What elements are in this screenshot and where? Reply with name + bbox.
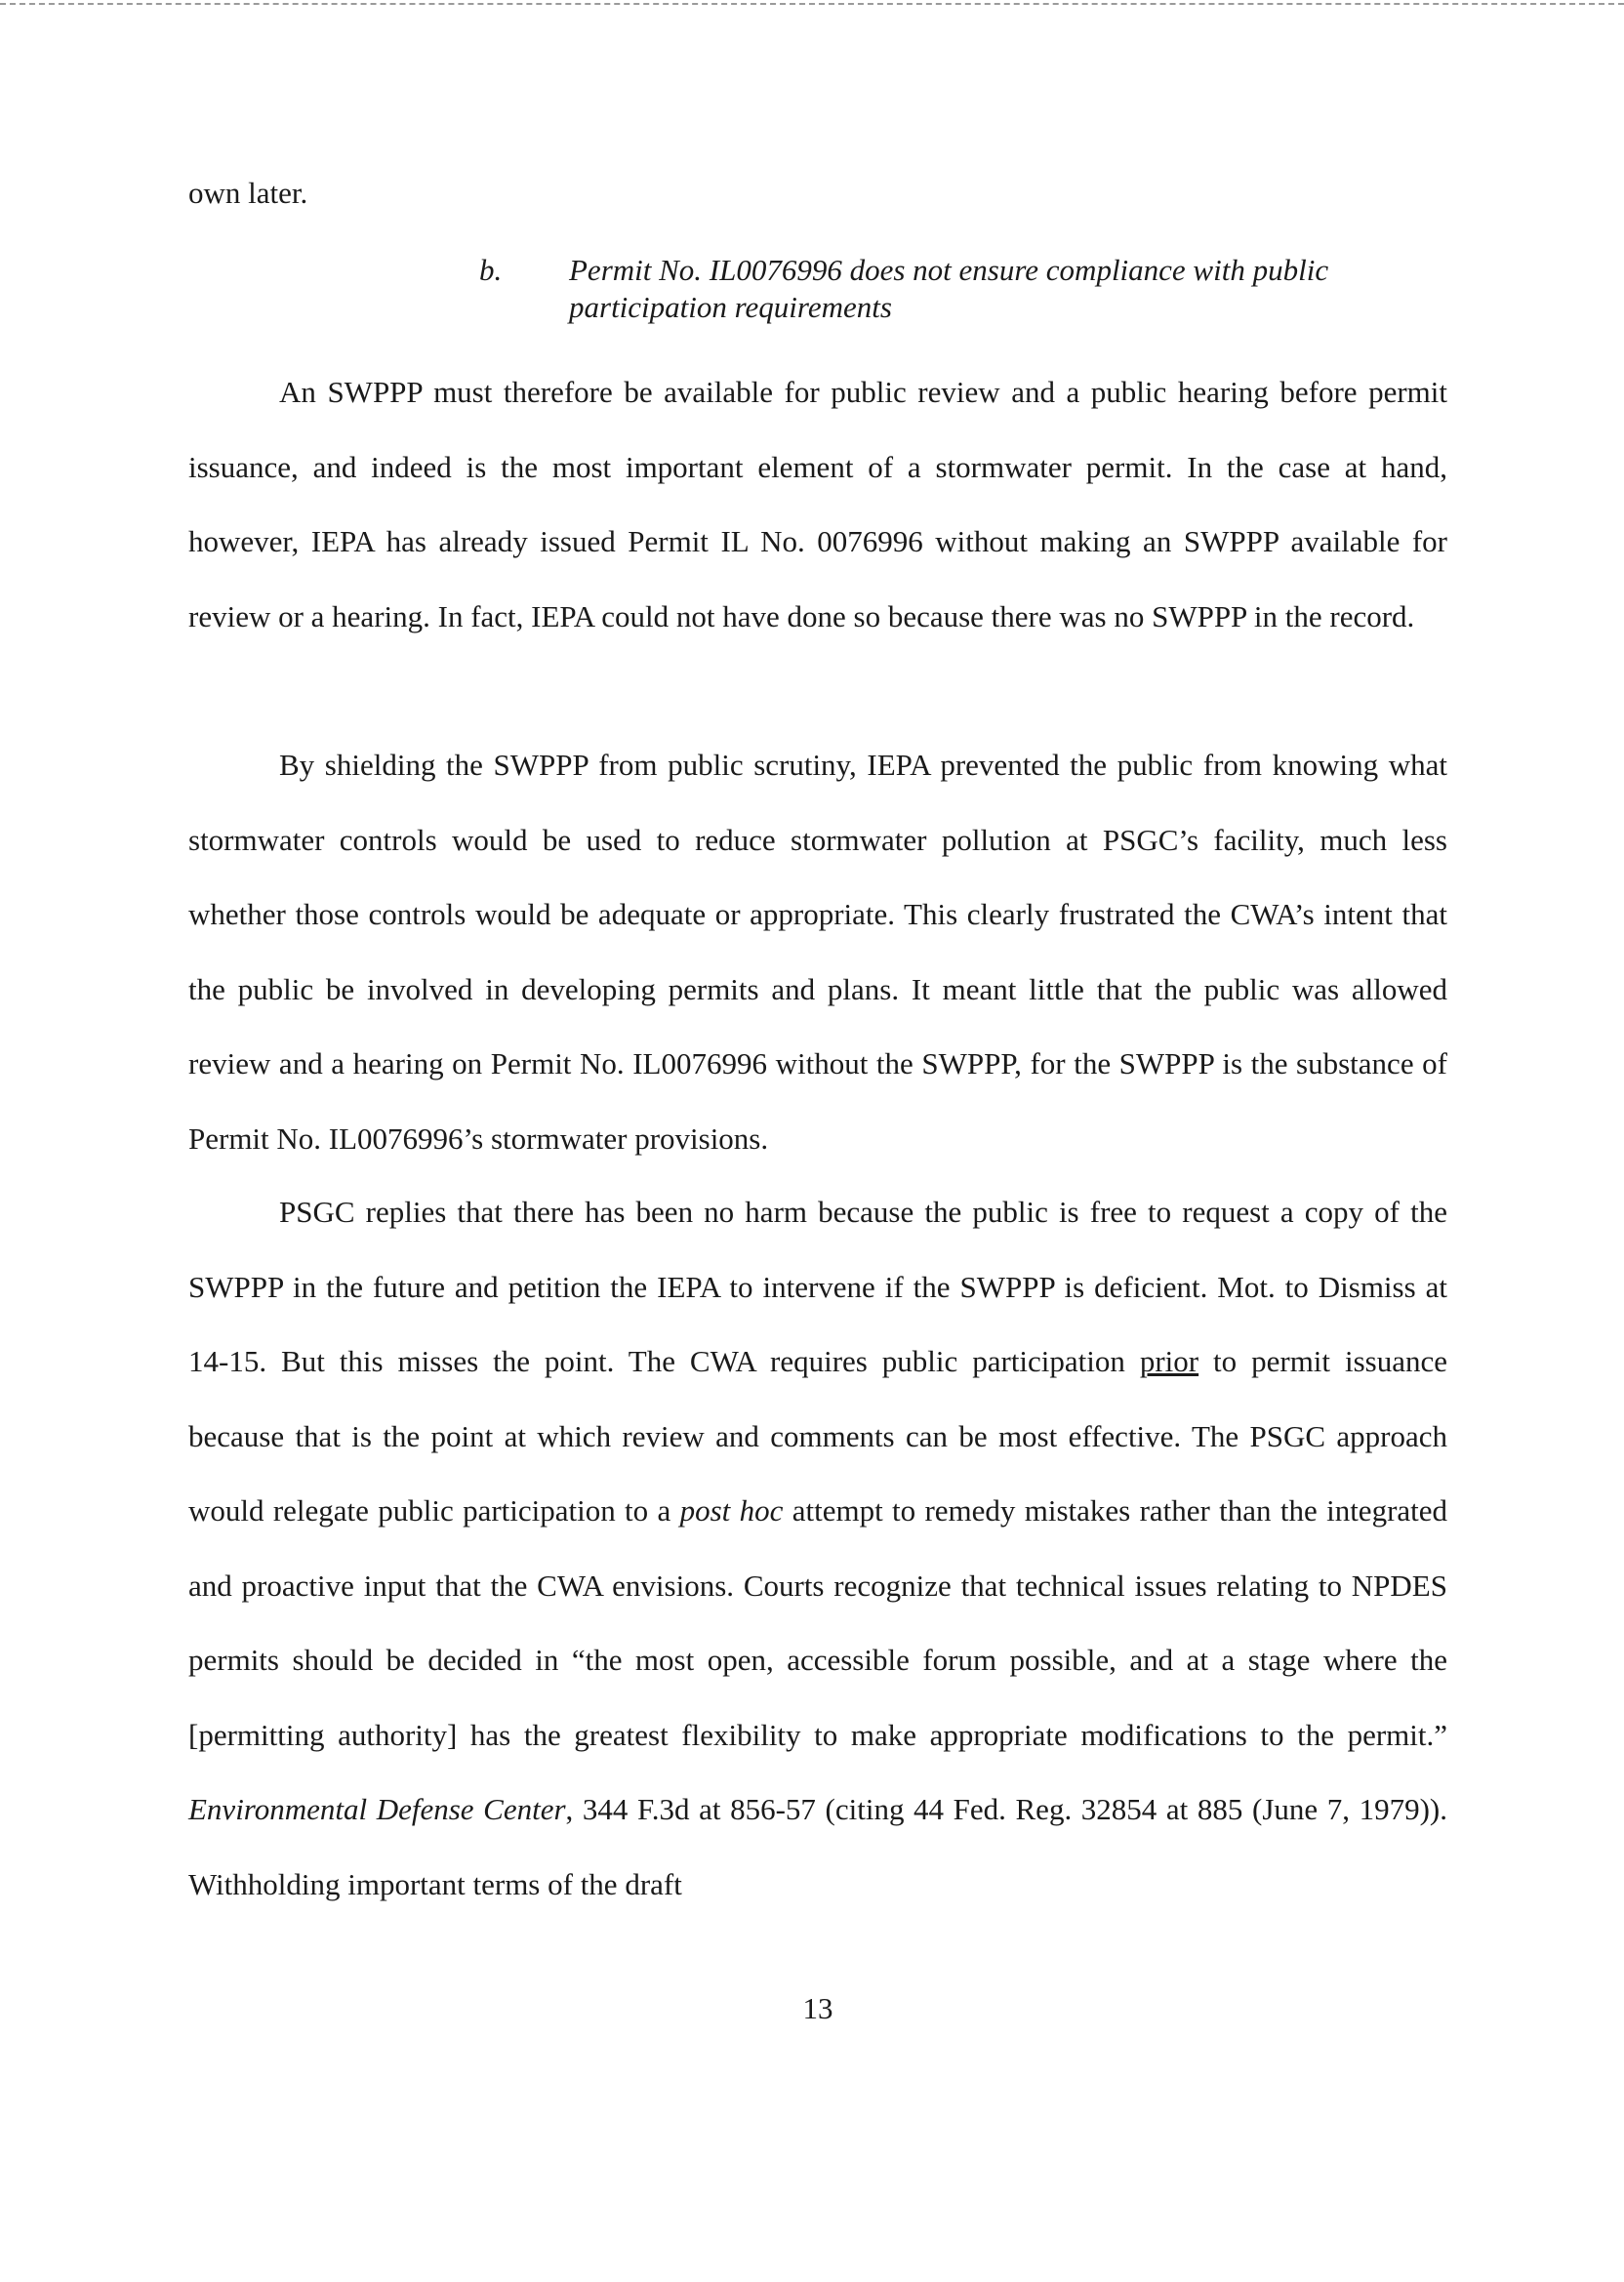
heading-text <box>569 252 1408 326</box>
paragraph-1: An SWPPP must therefore be available for public review and a public hearing before permit issuance, and indeed is the most important element of a stormwater permit. In the case at hand, however, IEPA has already issued Permit IL No. 0076996 without making an SWPPP available for review or a hearing. In fact, IEPA could not have done so because there was no SWPPP in the record. <box>188 375 1447 633</box>
paragraph-2: By shielding the SWPPP from public scrutiny, IEPA prevented the public from knowing what stormwater controls would be used to reduce stormwater pollution at PSGC’s facility, much less whether those controls would be adequate or appropriate. This clearly frustrated the CWA’s intent that the public be involved in developing permits and plans. It meant little that the public was allowed review and a hearing on Permit No. IL0076996 without the SWPPP, for the SWPPP is the substance of Permit No. IL0076996’s stormwater provisions. <box>188 748 1447 1156</box>
paragraph-3-text-2: to permit issuance because that is the point at which review and comments can be most effective. The PSGC approach would relegate public participation to a <box>188 1344 1447 1528</box>
heading-line-1: Permit No. IL0076996 does not ensure compliance with public <box>569 253 1329 287</box>
page-number: 13 <box>802 1991 833 2025</box>
italic-post-hoc: post hoc <box>679 1493 784 1528</box>
paragraph-3-text-4: , 344 F.3d at 856-57 (citing 44 Fed. Reg. 32854 at 885 (June 7, 1979)). Withholding important terms of the draft <box>188 1792 1447 1901</box>
continuation-text: own later. <box>188 176 308 210</box>
paragraph-3-text-1: PSGC replies that there has been no harm because the public is free to request a copy of the SWPPP in the future and petition the IEPA to intervene if the SWPPP is deficient. Mot. to Dismiss at 14-15. But this misses the point. The CWA requires public participation <box>188 1195 1447 1378</box>
heading-line-2: participation requirements <box>569 290 892 324</box>
underlined-word-prior: prior <box>1139 1344 1199 1378</box>
scan-top-edge <box>0 3 1624 5</box>
case-citation-name: Environmental Defense Center <box>188 1792 566 1826</box>
heading-letter: b. <box>479 253 503 287</box>
paragraph-3 <box>188 1175 1447 1922</box>
paragraph-3-text-3: attempt to remedy mistakes rather than the integrated and proactive input that the CWA envisions. Courts recognize that technical issues relating to NPDES permits should be decided in “the most open, accessible forum possible, and at a stage where the [permitting authority] has the greatest flexibility to make appropriate modifications to the permit.” <box>188 1493 1448 1752</box>
